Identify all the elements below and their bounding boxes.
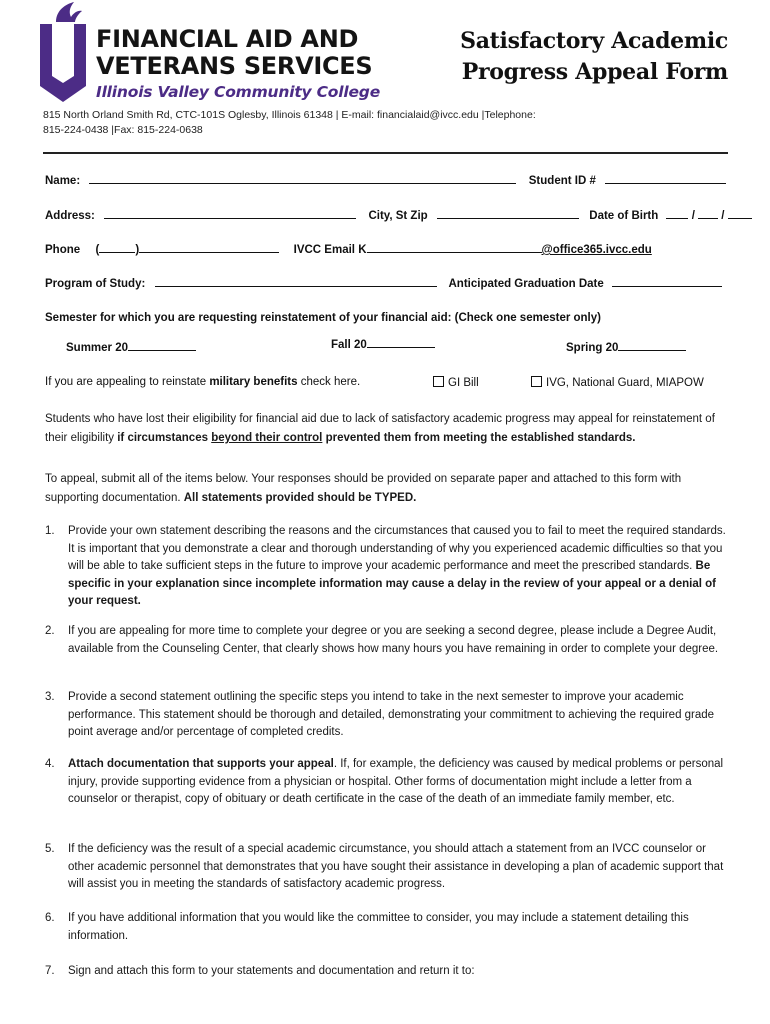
dob-year-field[interactable] [728, 208, 752, 219]
college-name: Illinois Valley Community College [96, 83, 381, 101]
phone-area-field[interactable] [99, 242, 135, 253]
org-line-2: VETERANS SERVICES [96, 52, 373, 80]
program-label: Program of Study: [45, 278, 146, 290]
gi-bill-checkbox[interactable] [433, 376, 444, 387]
graduation-date-field[interactable] [612, 276, 722, 287]
instruction-item-1 [45, 523, 730, 611]
spring-label: Spring 20 [566, 342, 619, 354]
email-label: IVCC Email K [293, 244, 367, 256]
intro-paragraph-1 [45, 410, 725, 448]
form-title-line-1: Satisfactory Academic [460, 28, 728, 54]
summer-option [66, 340, 196, 354]
ivg-option [531, 376, 704, 389]
spring-option [566, 340, 686, 354]
name-field[interactable] [89, 173, 516, 184]
item-number: 7. [45, 965, 55, 977]
item-text: If you are appealing for more time to complete your degree or you are seeking a second degree, please include a Degree Audit, available from the Counseling Center, that clearly shows how many hours you have remaining in order to complete your degree. [68, 625, 719, 655]
dob-month-field[interactable] [666, 208, 688, 219]
intro-p1-bold: if circumstances [117, 432, 212, 444]
spring-year-field[interactable] [618, 340, 686, 351]
item-text: Provide your own statement describing the reasons and the circumstances that caused you to fail to meet the required standards. It is important that you demonstrate a clear and thorough understanding of why you experienced academic difficulties so that you will be able to take sufficient steps in the future to improve your academic performance and meet the prescribed standards. [68, 525, 726, 572]
item-number: 2. [45, 625, 55, 637]
military-row [45, 376, 360, 388]
student-id-label: Student ID # [528, 175, 596, 187]
organization-name [96, 26, 380, 101]
item-number: 5. [45, 843, 55, 855]
military-text-pre: If you are appealing to reinstate [45, 376, 210, 388]
item-number: 6. [45, 912, 55, 924]
org-line-1: FINANCIAL AID AND [96, 25, 359, 53]
item-bold-text: Be specific in your explanation since incomplete information may cause a delay in the review of your appeal or a denial of your request. [68, 560, 717, 607]
gi-bill-label: GI Bill [448, 377, 479, 389]
dob-label: Date of Birth [589, 210, 659, 222]
instruction-item-4 [45, 756, 730, 809]
item-text: If the deficiency was the result of a special academic circumstance, you should attach a statement from an IVCC counselor or other academic personnel that demonstrates that you have sought their assistance in developing a plan of academic support that will assist you in meeting the standards of satisfactory academic progress. [68, 843, 724, 890]
military-text-post: check here. [297, 376, 361, 388]
phone-close-paren: ) [135, 244, 140, 256]
item-number: 1. [45, 525, 55, 537]
summer-year-field[interactable] [128, 340, 196, 351]
student-id-field[interactable] [605, 173, 726, 184]
form-title [460, 26, 728, 88]
intro-p2-bold: All statements provided should be TYPED. [183, 492, 417, 504]
intro-p2-text: To appeal, submit all of the items below. Your responses should be provided on separate paper and attached to this form with supporting documentation. [45, 473, 682, 504]
intro-p1-text: Students who have lost their eligibility for financial aid due to lack of satisfactory academic progress may appeal for reinstatement of their eligibility [45, 413, 715, 444]
item-text: . If, for example, the deficiency was caused by medical problems or personal injury, provide supporting evidence from a physician or hospital. Other forms of documentation might include a letter from a counselor or therapist, copy of obituary or death certificate in the case of the death of an immediate family member, etc. [68, 758, 724, 805]
military-text-bold: military benefits [209, 376, 298, 388]
graduation-label: Anticipated Graduation Date [448, 278, 604, 290]
contact-info [43, 108, 536, 138]
ivg-label: IVG, National Guard, MIAPOW [546, 377, 704, 389]
intro-p1-underline: beyond their control [211, 432, 323, 444]
phone-open-paren: ( [95, 244, 100, 256]
dob-day-field[interactable] [698, 208, 718, 219]
item-number: 3. [45, 691, 55, 703]
item-bold-text: Attach documentation that supports your appeal [68, 758, 334, 770]
email-domain: @office365.ivcc.edu [541, 244, 652, 256]
semester-question: Semester for which you are requesting reinstatement of your financial aid: (Check one semester only) [45, 312, 601, 324]
fall-year-field[interactable] [367, 337, 435, 348]
name-label: Name: [45, 175, 81, 187]
fall-option [331, 337, 435, 351]
program-field[interactable] [155, 276, 437, 287]
header-divider [43, 152, 728, 154]
phone-row [45, 242, 652, 256]
name-row [45, 173, 726, 187]
ivcc-logo-icon [38, 2, 88, 102]
instruction-item-3 [45, 689, 730, 742]
address-label: Address: [45, 210, 95, 222]
gi-bill-option [433, 376, 479, 389]
item-text: If you have additional information that you would like the committee to consider, you may include a statement detailing this information. [68, 912, 689, 942]
phone-number-field[interactable] [139, 242, 279, 253]
fall-label: Fall 20 [331, 339, 367, 351]
instruction-item-5 [45, 841, 730, 894]
contact-line-2: 815-224-0438 |Fax: 815-224-0638 [43, 124, 203, 136]
summer-label: Summer 20 [66, 342, 129, 354]
item-text: Sign and attach this form to your statements and documentation and return it to: [68, 965, 475, 977]
city-label: City, St Zip [368, 210, 428, 222]
form-title-line-2: Progress Appeal Form [461, 59, 728, 85]
program-row [45, 276, 722, 290]
email-field[interactable] [367, 242, 542, 253]
address-field[interactable] [104, 208, 356, 219]
phone-label: Phone [45, 244, 81, 256]
instruction-item-7 [45, 963, 730, 981]
item-number: 4. [45, 758, 55, 770]
intro-p1-bold-end: prevented them from meeting the established standards. [322, 432, 636, 444]
intro-paragraph-2 [45, 470, 725, 508]
instruction-item-2 [45, 623, 730, 658]
ivg-checkbox[interactable] [531, 376, 542, 387]
address-row: Address: City, St Zip Date of Birth / / [45, 208, 752, 222]
instruction-item-6 [45, 910, 730, 945]
item-text: Provide a second statement outlining the specific steps you intend to take in the next semester to improve your academic performance. This statement should be thorough and detailed, demonstrating your commitment to achieving the required grade point average and/or percentage of completed credits. [68, 691, 715, 738]
city-field[interactable] [437, 208, 579, 219]
contact-line-1: 815 North Orland Smith Rd, CTC-101S Oglesby, Illinois 61348 | E-mail: financialaid@ivcc.edu |Telephone: [43, 109, 536, 121]
